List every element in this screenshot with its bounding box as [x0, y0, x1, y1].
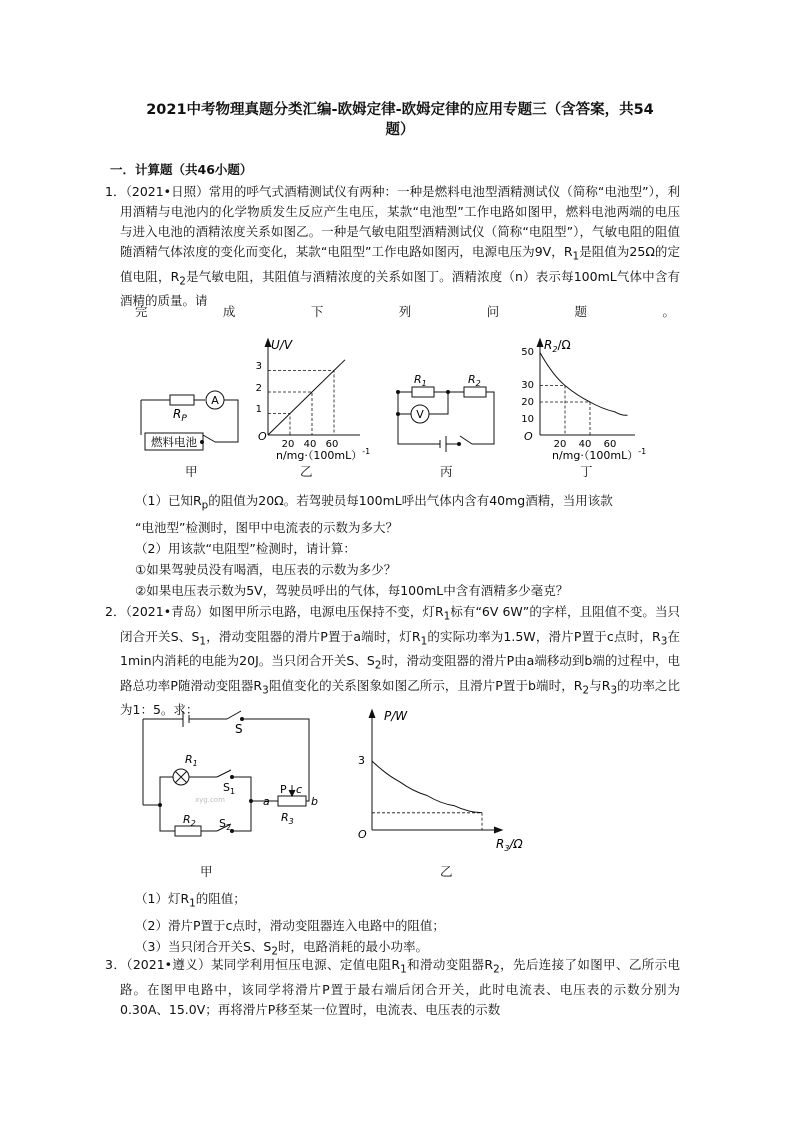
rp-label: $R_P$ [173, 407, 187, 424]
voltmeter-label: V [416, 408, 424, 421]
last-line-char: 完 [135, 304, 148, 319]
question-1 [105, 182, 680, 311]
q1-graph-yi [248, 335, 371, 462]
y-tick-label: 50 [521, 347, 534, 358]
s2-label: $S_2$ [219, 817, 232, 832]
question-1-subquestions [135, 490, 680, 601]
section-heading: 一．计算题（共46小题） [110, 162, 253, 177]
s1-label: $S_1$ [223, 781, 236, 796]
q1-caption-jia: 甲 [185, 464, 198, 479]
origin-label: O [524, 430, 533, 443]
r2-label: $R_2$ [183, 813, 196, 828]
series-line [268, 360, 345, 435]
question-3: 3．（2021•遵义）某同学利用恒压电源、定值电阻$R_1$和滑动变阻器$R_2$，先后连接了如图甲、乙所示电路。在图甲电路中，该同学将滑片P置于最右端后闭合开关，此时电流表、电压表的示数分别为0.30A、15.0V；再将滑片P移至某一位置时，电流表、电压表的示数 [105, 957, 681, 1017]
last-line-char: 。 [662, 304, 675, 319]
q1-sub-1: （1）已知$R_p$的阻值为20Ω。若驾驶员每100mL呼出气体内含有40mg酒精，当用该款 [135, 493, 613, 512]
last-line-char: 问 [486, 304, 500, 319]
y-tick-label: 3 [255, 361, 262, 372]
r3-label: $R_3$ [281, 811, 294, 826]
battery-label: 燃料电池 [151, 435, 197, 449]
question-2-subquestions [135, 888, 680, 962]
title-line-1: 2021中考物理真题分类汇编-欧姆定律-欧姆定律的应用专题三（含答案，共54 [146, 102, 654, 118]
switch-s-label: S [235, 722, 243, 736]
x-axis-label: $R_3/\Omega$ [496, 837, 523, 853]
title-line-2: 题） [385, 122, 415, 138]
slider-p-label: P [280, 783, 287, 796]
question-1-text-b: 是阻值为25Ω的定值电阻，R [120, 244, 680, 284]
question-2-number: 2． [105, 604, 126, 619]
q1-sub-2a: ①如果驾驶员没有喝酒，电压表的示数为多少？ [135, 561, 397, 577]
q1-circuit-jia [135, 380, 245, 455]
watermark: xyg.com [195, 796, 225, 804]
q1-sub-1-cont: “电池型”检测时，图甲中电流表的示数为多大？ [135, 519, 398, 535]
q1-caption-bing: 丙 [440, 464, 453, 479]
y-axis-label: $R_2/\Omega$ [544, 338, 571, 354]
q2-sub-2: （2）滑片P置于c点时，滑动变阻器连入电路中的阻值； [135, 917, 445, 933]
y-axis-label: U/V [271, 338, 293, 352]
y-tick-label: 1 [255, 404, 262, 415]
y-tick-label: 30 [521, 380, 534, 391]
q1-caption-yi: 乙 [300, 464, 313, 479]
q1-sub-2b: ②如果电压表示数为5V，驾驶员呼出的气体，每100mL中含有酒精多少毫克？ [135, 582, 569, 598]
last-line-char: 成 [222, 304, 236, 319]
x-tick-label: 60 [325, 439, 339, 450]
origin-label: O [358, 828, 367, 841]
document-title [120, 100, 680, 140]
terminal-a-label: a [263, 795, 270, 808]
q1-circuit-bing [390, 372, 500, 452]
r2-label: $R_2$ [468, 373, 481, 388]
sub-2: 2 [179, 275, 186, 287]
q1-graph-ding [510, 335, 660, 460]
r1-label: $R_1$ [185, 753, 198, 768]
y-tick-label: 2 [255, 383, 262, 394]
series-line [540, 353, 628, 416]
x-tick-label: 40 [303, 439, 317, 450]
r1-label: $R_1$ [414, 373, 427, 388]
q2-caption-yi: 乙 [440, 864, 453, 879]
question-1-text: （2021•日照）常用的呼气式酒精测试仪有两种：一种是燃料电池型酒精测试仪（简称“电池型”），利用酒精与电池内的化学物质发生反应产生电压，某款“电池型”工作电路如图甲，燃料电池两端的电压与进入电池的酒精浓度关系如图乙。一种是气敏电阻型酒精测试仪（简称“电阻型”），气敏电阻的阻值随酒精气体浓度的变化而变化，某款“电阻型”工作电路如图丙，电源电压为9V，R [120, 184, 680, 259]
dashed-guide [372, 813, 482, 830]
x-tick-label: 40 [578, 439, 592, 450]
q1-caption-ding: 丁 [580, 464, 593, 479]
x-axis-label: $n/mg\cdot(100mL)^{-1}$ [276, 447, 371, 462]
question-1-text-c: 是气敏电阻，其阻值与酒精浓度的关系如图丁。酒精浓度（n）表示每100mL气体中含有酒精的质量。请 [120, 268, 680, 308]
q2-sub-1: （1）灯$R_1$的阻值； [135, 891, 246, 910]
origin-label: O [258, 430, 267, 443]
y-tick-label: 10 [521, 414, 534, 425]
x-tick-label: 20 [281, 439, 295, 450]
q2-graph-yi [350, 700, 530, 855]
last-line-char: 下 [310, 304, 324, 319]
y-tick-label: 3 [358, 754, 365, 767]
question-1-last-line [135, 302, 675, 322]
series-line [372, 761, 482, 813]
question-2: 2．（2021•青岛）如图甲所示电路，电源电压保持不变，灯$R_1$标有“6V 6W”的字样，且阻值不变。当只闭合开关S、$S_1$，滑动变阻器的滑片P置于a端时，灯$R_1$的实际功率为1.5W，滑片P置于c点时，$R_3$在1min内消耗的电能为20J。当只闭合开关S、$S_2$时，滑动变阻器的滑片P由a端移动到b端的过程中，电路总功率P随滑动变阻器$R_3$阻值变化的关系图象如图乙所示，且滑片P置于b端时，$R_2$与$R_3$的功率之比为1：5。求： [105, 604, 681, 717]
question-3-number: 3． [105, 957, 127, 972]
q2-sub-3: （3）当只闭合开关S、$S_2$时，电路消耗的最小功率。 [135, 938, 428, 957]
x-tick-label: 60 [603, 439, 617, 450]
question-1-number: 1． [105, 184, 126, 199]
x-axis-label: $n/mg\cdot(100mL)^{-1}$ [552, 447, 647, 462]
q2-caption-jia: 甲 [200, 864, 213, 879]
y-tick-label: 20 [521, 397, 534, 408]
terminal-b-label: b [311, 795, 318, 808]
point-c-label: c [296, 783, 303, 796]
sub-1: 1 [572, 250, 580, 263]
q2-circuit-jia [135, 705, 325, 845]
q1-sub-2: （2）用该款“电阻型”检测时，请计算： [135, 540, 356, 556]
last-line-char: 列 [398, 304, 412, 319]
last-line-char: 题 [574, 304, 588, 319]
dashed-guide [540, 386, 565, 436]
x-tick-label: 20 [553, 439, 567, 450]
ammeter-label: A [211, 394, 219, 407]
y-axis-label: P/W [384, 709, 408, 723]
